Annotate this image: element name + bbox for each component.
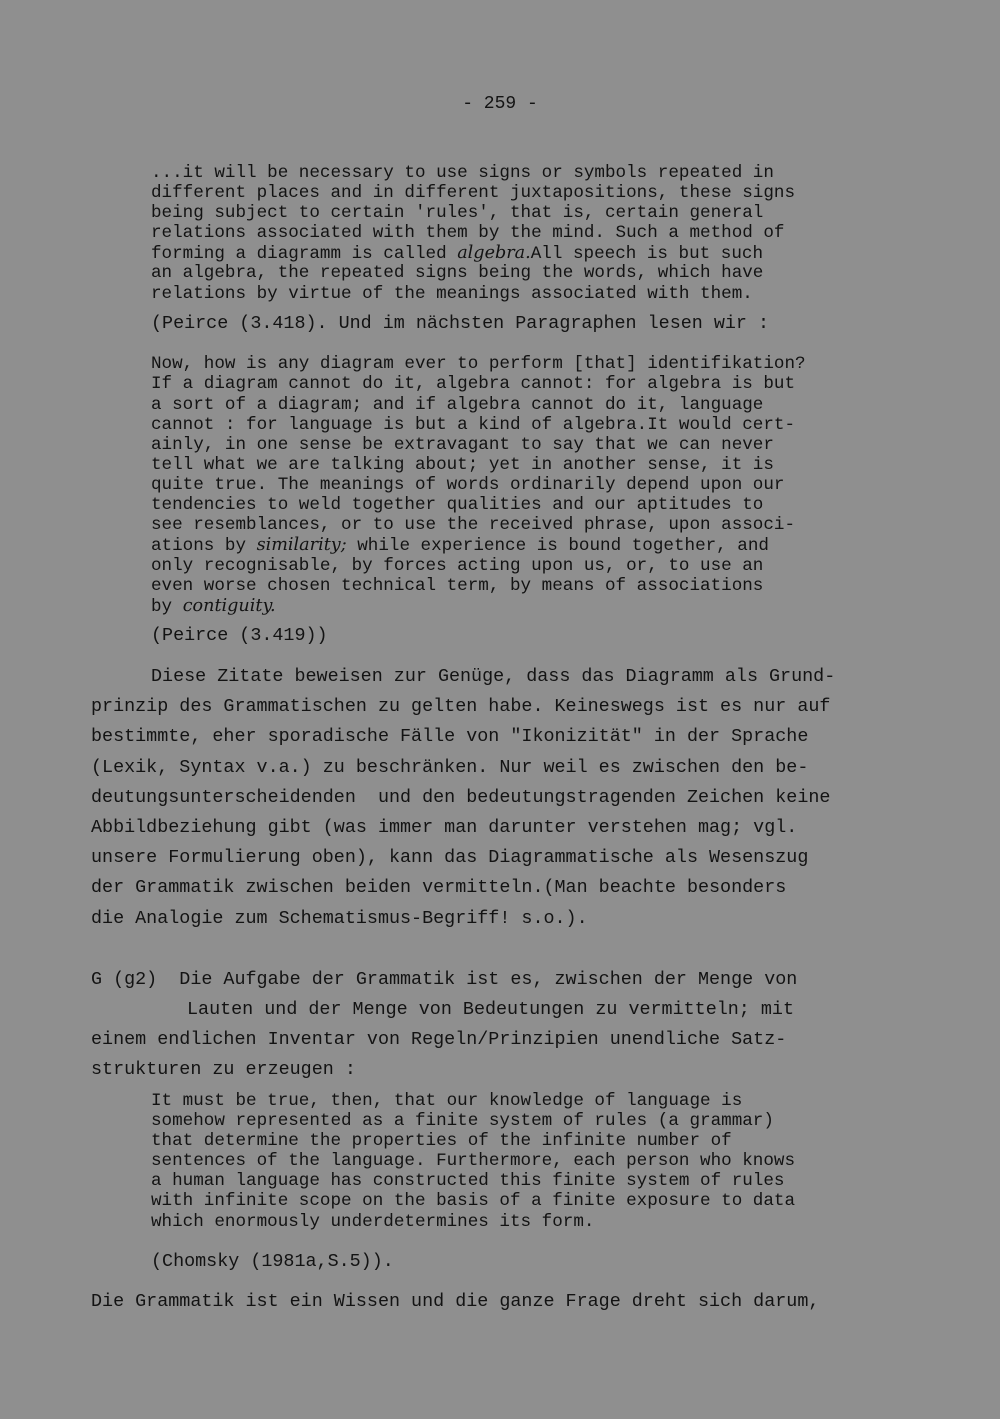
quote-line: that determine the properties of the infinite number of <box>151 1131 732 1151</box>
quote-line <box>151 596 276 617</box>
paragraph-line: strukturen zu erzeugen : <box>91 1059 356 1080</box>
quote-line: which enormously underdetermines its form. <box>151 1212 595 1232</box>
quote-line: a human language has constructed this finite system of rules <box>151 1171 785 1191</box>
quote-line: quite true. The meanings of words ordinarily depend upon our <box>151 475 785 495</box>
italic-term: algebra. <box>457 243 531 263</box>
quote-line: see resemblances, or to use the received phrase, upon associ- <box>151 515 796 535</box>
quote-line: relations associated with them by the mind. Such a method of <box>151 223 785 243</box>
paragraph-line: G (g2) Die Aufgabe der Grammatik ist es, zwischen der Menge von <box>91 969 798 990</box>
quote-text: ations by <box>151 536 257 556</box>
italic-term: contiguity. <box>182 596 276 616</box>
paragraph-line: Abbildbeziehung gibt (was immer man darunter verstehen mag; vgl. <box>91 817 798 838</box>
quote-line: sentences of the language. Furthermore, each person who knows <box>151 1151 796 1171</box>
paragraph-line: unsere Formulierung oben), kann das Diagrammatische als Wesenszug <box>91 847 809 868</box>
quote-text: by <box>151 597 183 617</box>
quote-line: a sort of a diagram; and if algebra cannot do it, language <box>151 395 764 415</box>
quote-line: different places and in different juxtapositions, these signs <box>151 183 796 203</box>
paragraph-line: einem endlichen Inventar von Regeln/Prinzipien unendliche Satz- <box>91 1029 787 1050</box>
quote-line <box>151 535 769 556</box>
quote-line: only recognisable, by forces acting upon us, or, to use an <box>151 556 764 576</box>
quote-line: ainly, in one sense be extravagant to say that we can never <box>151 435 774 455</box>
paragraph-line: Die Grammatik ist ein Wissen und die ganze Frage dreht sich darum, <box>91 1291 820 1312</box>
quote-line: tendencies to weld together qualities and our aptitudes to <box>151 495 764 515</box>
paragraph-line: bestimmte, eher sporadische Fälle von "Ikonizität" in der Sprache <box>91 726 809 747</box>
quote-line: an algebra, the repeated signs being the words, which have <box>151 263 764 283</box>
quote-line: even worse chosen technical term, by means of associations <box>151 576 764 596</box>
quote-line: cannot : for language is but a kind of algebra.It would cert- <box>151 415 796 435</box>
quote-line: If a diagram cannot do it, algebra cannot: for algebra is but <box>151 374 796 394</box>
quote-text: All speech is but such <box>530 244 764 264</box>
paragraph-line: Diese Zitate beweisen zur Genüge, dass das Diagramm als Grund- <box>151 666 836 687</box>
quote-line: ...it will be necessary to use signs or symbols repeated in <box>151 163 774 183</box>
quote-line <box>151 243 763 264</box>
paragraph-line: deutungsunterscheidenden und den bedeutungstragenden Zeichen keine <box>91 787 831 808</box>
paragraph-line: die Analogie zum Schematismus-Begriff! s.o.). <box>91 908 588 929</box>
paragraph-line: (Lexik, Syntax v.a.) zu beschränken. Nur weil es zwischen den be- <box>91 757 809 778</box>
paragraph-line: Lauten und der Menge von Bedeutungen zu vermitteln; mit <box>187 999 794 1020</box>
quote-line: Now, how is any diagram ever to perform [that] identifikation? <box>151 354 806 374</box>
italic-term: similarity; <box>256 535 347 555</box>
quote-line: being subject to certain 'rules', that is, certain general <box>151 203 764 223</box>
quote-line: It must be true, then, that our knowledge of language is <box>151 1091 743 1111</box>
paragraph-line: der Grammatik zwischen beiden vermitteln.(Man beachte besonders <box>91 877 787 898</box>
citation: (Chomsky (1981a,S.5)). <box>151 1251 394 1272</box>
citation: (Peirce (3.419)) <box>151 625 328 646</box>
quote-text: forming a diagramm is called <box>151 244 458 264</box>
quote-text: while experience is bound together, and <box>346 536 769 556</box>
quote-line: relations by virtue of the meanings associated with them. <box>151 284 753 304</box>
citation: (Peirce (3.418). Und im nächsten Paragraphen lesen wir : <box>151 313 770 334</box>
quote-line: with infinite scope on the basis of a finite exposure to data <box>151 1191 796 1211</box>
page-number: - 259 - <box>462 94 538 114</box>
quote-line: somehow represented as a finite system of rules (a grammar) <box>151 1111 774 1131</box>
paragraph-line: prinzip des Grammatischen zu gelten habe. Keineswegs ist es nur auf <box>91 696 831 717</box>
quote-line: tell what we are talking about; yet in another sense, it is <box>151 455 774 475</box>
